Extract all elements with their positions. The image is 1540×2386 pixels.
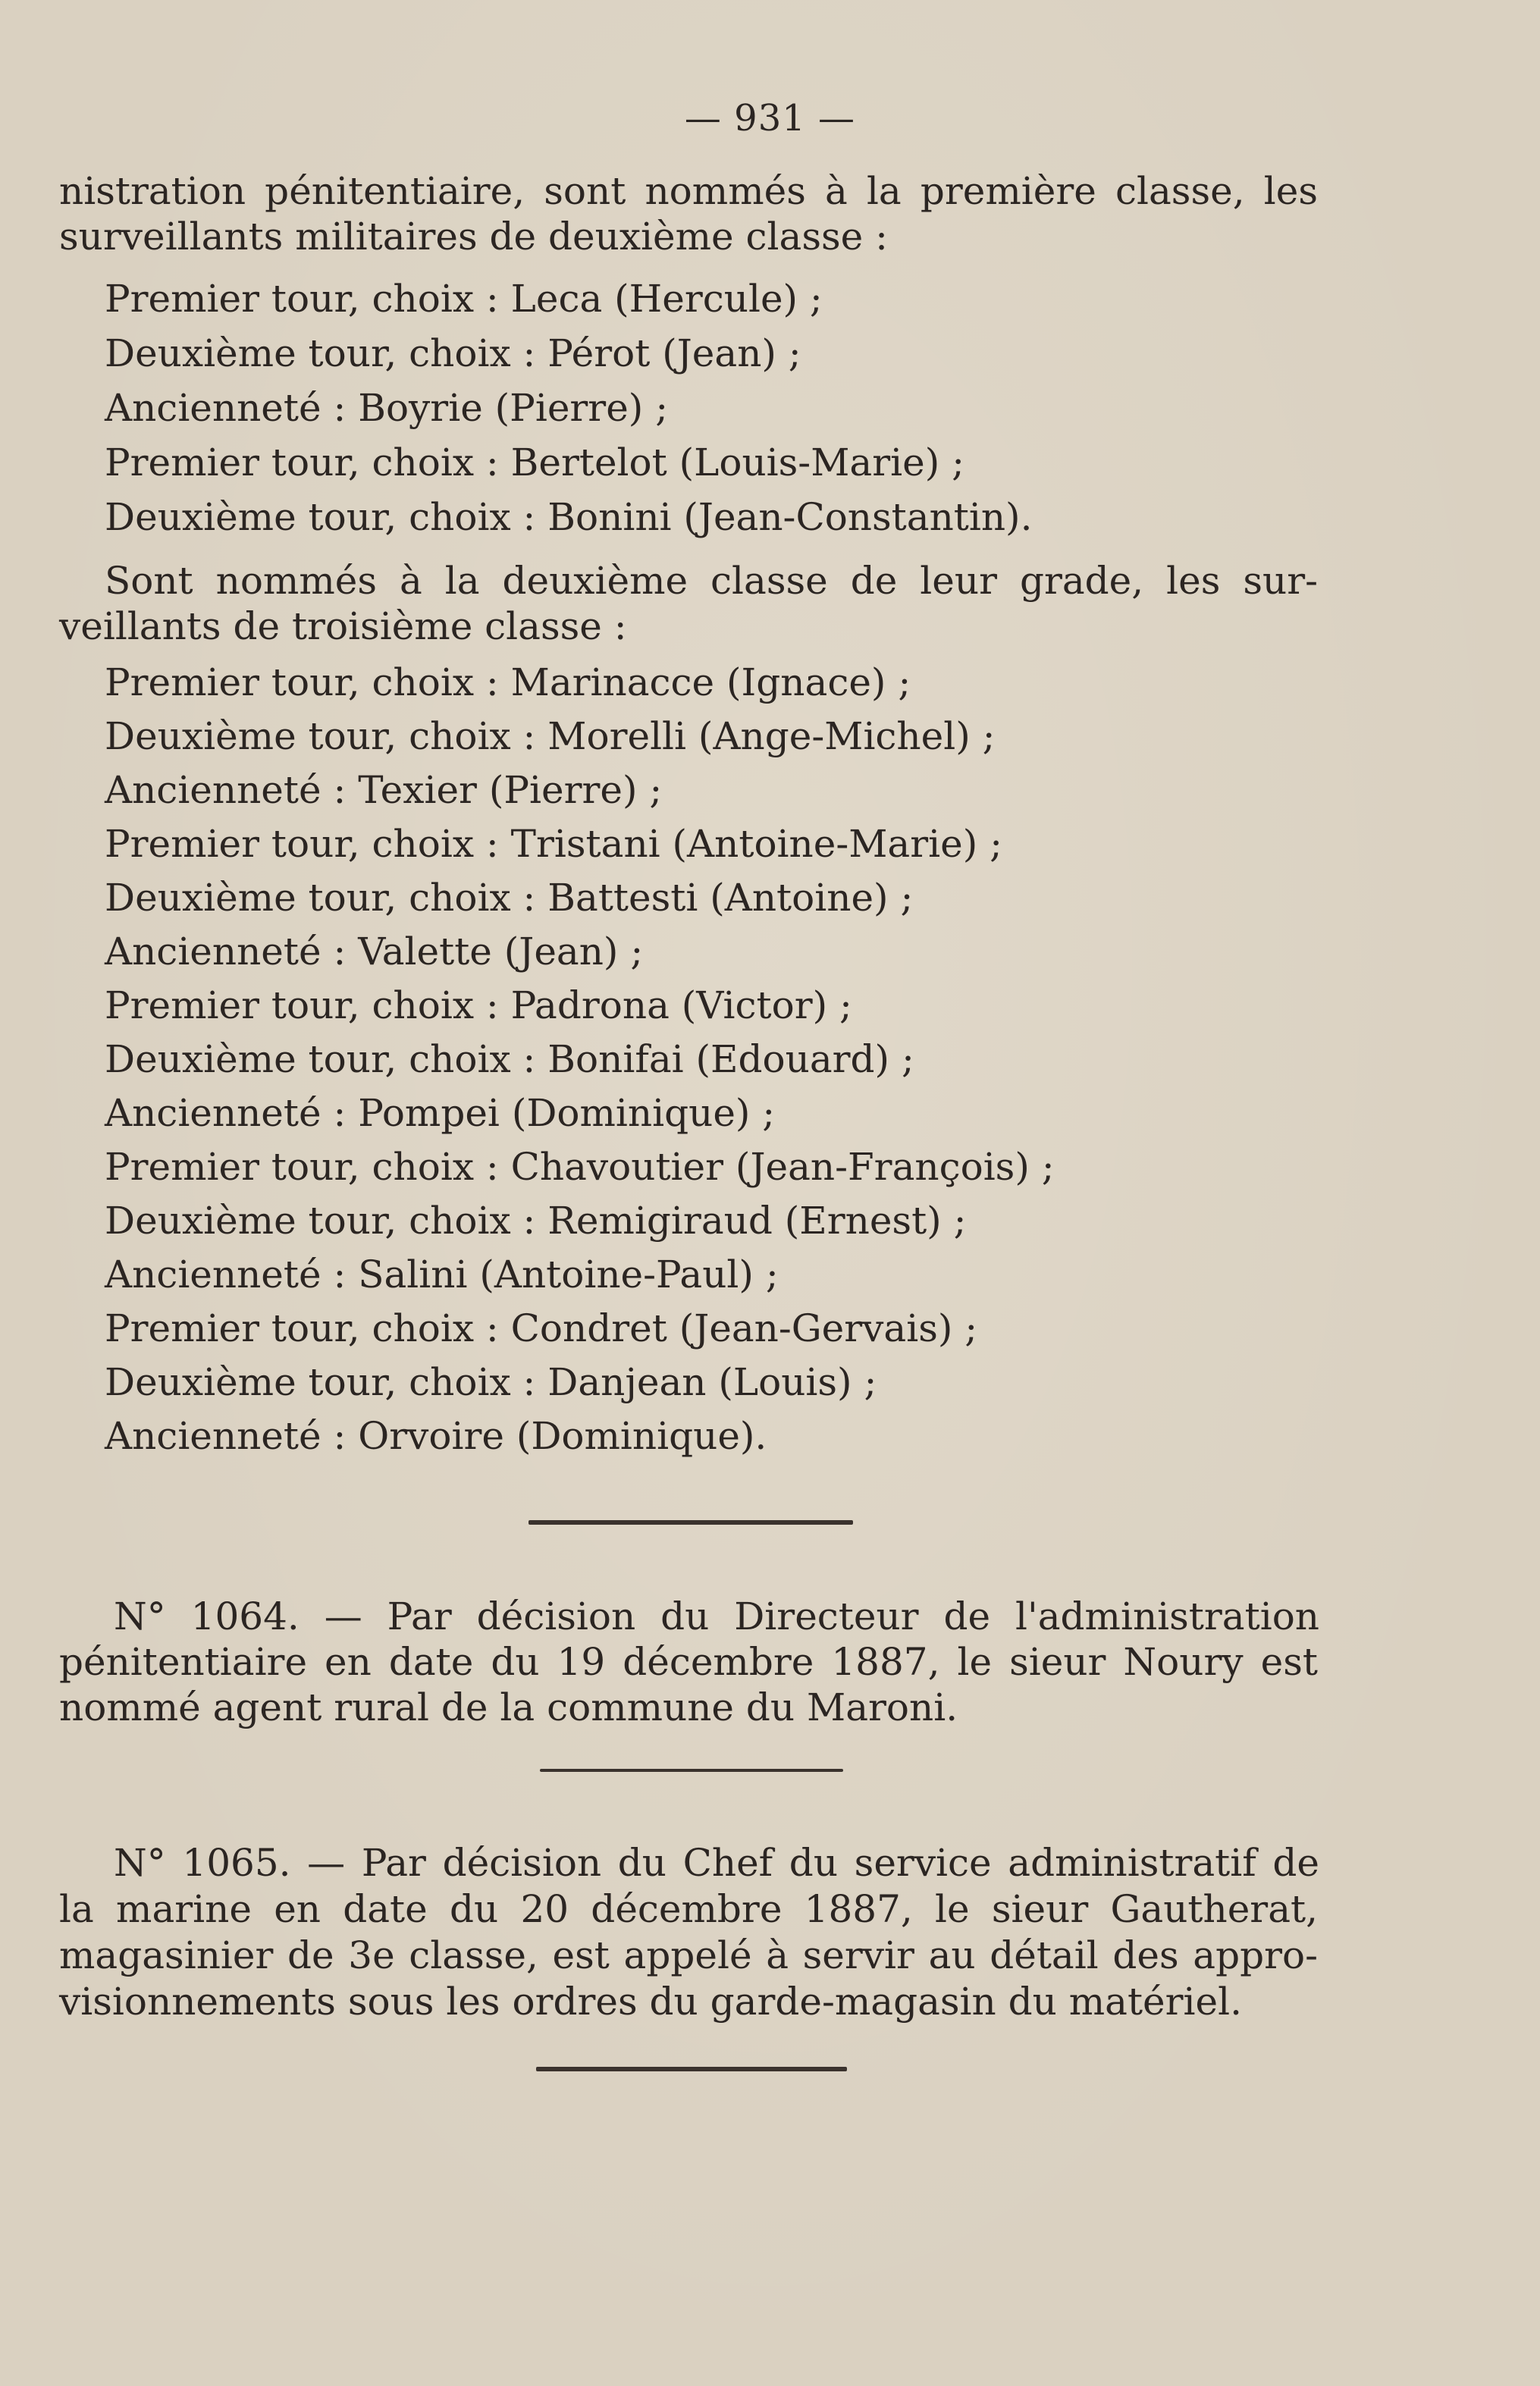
list-item: Ancienneté : Boyrie (Pierre) ;	[105, 386, 669, 430]
second-intro-line-2: veillants de troisième classe :	[59, 604, 627, 648]
list-item: Premier tour, choix : Padrona (Victor) ;	[105, 983, 852, 1027]
decision-1065-line-1: N° 1065. — Par décision du Chef du service administratif de	[114, 1841, 1319, 1885]
list-item: Ancienneté : Pompei (Dominique) ;	[105, 1091, 776, 1135]
list-item: Ancienneté : Salini (Antoine-Paul) ;	[105, 1253, 779, 1296]
section-divider	[540, 1769, 843, 1772]
list-item: Premier tour, choix : Bertelot (Louis-Marie) ;	[105, 441, 964, 484]
list-item: Ancienneté : Orvoire (Dominique).	[105, 1414, 767, 1458]
decision-1064-line-2: pénitentiaire en date du 19 décembre 1887, le sieur Noury est	[59, 1640, 1318, 1684]
decision-1064-line-1: N° 1064. — Par décision du Directeur de l'administration	[114, 1594, 1319, 1638]
list-item: Deuxième tour, choix : Danjean (Louis) ;	[105, 1360, 877, 1404]
section-divider	[536, 2067, 847, 2071]
intro-line-2: surveillants militaires de deuxième classe :	[59, 215, 888, 259]
list-item: Deuxième tour, choix : Bonifai (Edouard) ;	[105, 1037, 914, 1081]
decision-1064-line-3: nommé agent rural de la commune du Maroni.	[59, 1685, 958, 1729]
section-divider	[528, 1520, 853, 1525]
list-item: Deuxième tour, choix : Morelli (Ange-Michel) ;	[105, 714, 996, 758]
decision-1065-line-2: la marine en date du 20 décembre 1887, le sieur Gautherat,	[59, 1887, 1318, 1931]
list-item: Deuxième tour, choix : Battesti (Antoine) ;	[105, 876, 914, 920]
list-item: Ancienneté : Valette (Jean) ;	[105, 930, 644, 974]
decision-1065-line-4: visionnements sous les ordres du garde-magasin du matériel.	[59, 1980, 1243, 2024]
page-number: — 931 —	[684, 97, 856, 140]
second-intro-line-1: Sont nommés à la deuxième classe de leur grade, les sur-	[105, 559, 1318, 603]
decision-1065-line-3: magasinier de 3e classe, est appelé à servir au détail des appro-	[59, 1933, 1318, 1977]
list-item: Premier tour, choix : Condret (Jean-Gervais) ;	[105, 1306, 978, 1350]
list-item: Deuxième tour, choix : Remigiraud (Ernest) ;	[105, 1199, 967, 1243]
list-item: Premier tour, choix : Chavoutier (Jean-François) ;	[105, 1145, 1055, 1189]
list-item: Ancienneté : Texier (Pierre) ;	[105, 768, 663, 812]
list-item: Premier tour, choix : Leca (Hercule) ;	[105, 277, 823, 321]
list-item: Deuxième tour, choix : Bonini (Jean-Constantin).	[105, 495, 1033, 539]
list-item: Premier tour, choix : Tristani (Antoine-Marie) ;	[105, 822, 1002, 866]
list-item: Deuxième tour, choix : Pérot (Jean) ;	[105, 331, 801, 375]
intro-line-1: nistration pénitentiaire, sont nommés à la première classe, les	[59, 169, 1318, 213]
list-item: Premier tour, choix : Marinacce (Ignace) ;	[105, 660, 911, 704]
